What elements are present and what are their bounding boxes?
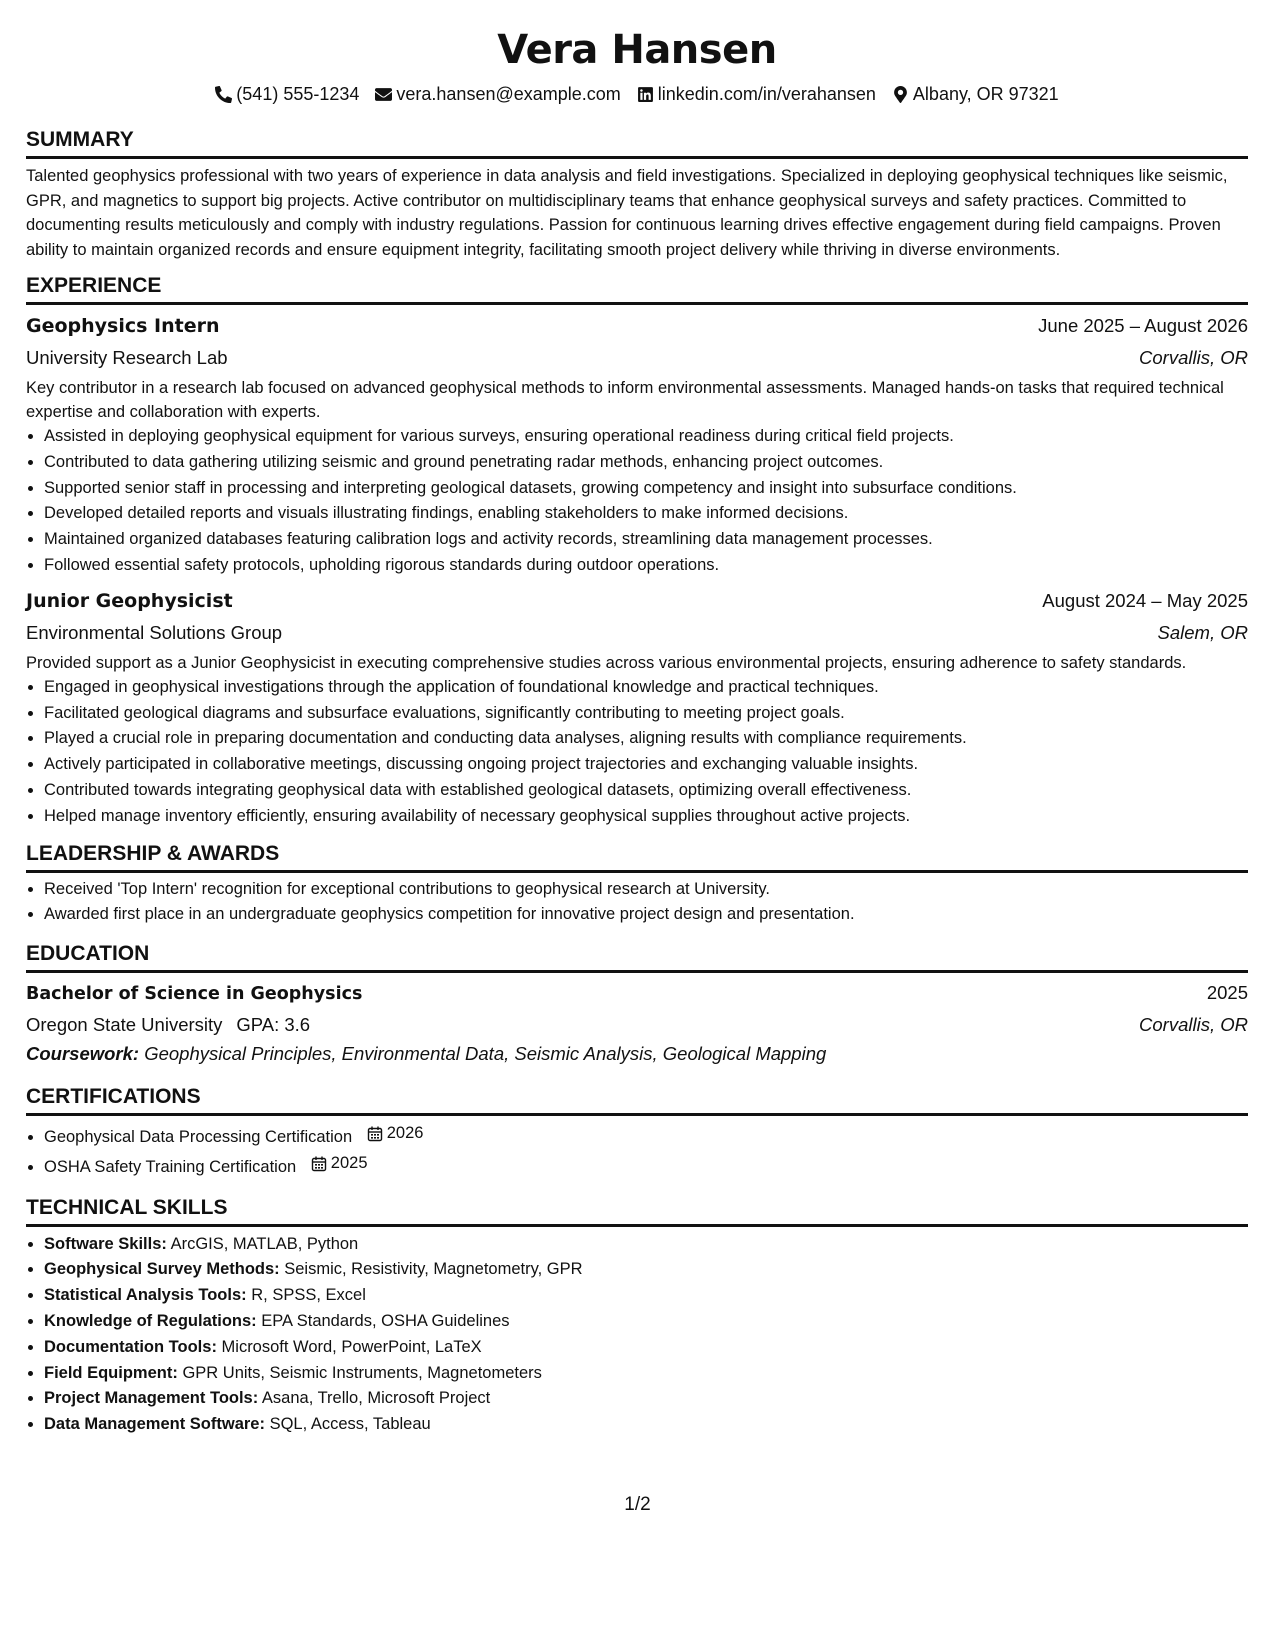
skill-value: SQL, Access, Tableau	[269, 1415, 431, 1434]
skill-item	[44, 1309, 1248, 1335]
gpa: GPA: 3.6	[236, 1014, 311, 1036]
job-dates: June 2025 – August 2026	[1038, 315, 1248, 336]
skill-item	[44, 1283, 1248, 1309]
coursework-line	[26, 1040, 1248, 1068]
leadership-heading: LEADERSHIP & AWARDS	[26, 841, 1248, 873]
graduation-year: 2025	[1206, 982, 1248, 1004]
contact-phone	[215, 84, 359, 105]
job-company: Environmental Solutions Group	[26, 621, 283, 643]
job-bullets	[26, 675, 1248, 830]
skill-value: GPR Units, Seismic Instruments, Magnetometers	[182, 1363, 542, 1382]
job-company: University Research Lab	[26, 347, 228, 368]
skill-item	[44, 1232, 1248, 1258]
job-entry	[26, 585, 1248, 830]
job-bullets	[26, 424, 1248, 579]
skill-label: Geophysical Survey Methods:	[44, 1260, 280, 1279]
skill-value: Microsoft Word, PowerPoint, LaTeX	[221, 1337, 482, 1356]
contact-bar	[26, 82, 1248, 106]
contact-email[interactable]	[375, 84, 620, 105]
skill-value: Asana, Trello, Microsoft Project	[261, 1389, 491, 1408]
page-number: 1/2	[624, 1494, 651, 1515]
award-item: • Received 'Top Intern' recognition for exceptional contributions to geophysical research at University.	[44, 877, 1248, 903]
skill-item	[44, 1386, 1248, 1412]
education-heading: EDUCATION	[26, 941, 1248, 973]
skill-label: Field Equipment:	[44, 1363, 178, 1382]
award-item: • Awarded first place in an undergraduate geophysics competition for innovative project design and presentation.	[44, 902, 1248, 928]
certification-item	[44, 1151, 1248, 1181]
skills-list	[26, 1232, 1248, 1438]
job-bullet: • Engaged in geophysical investigations through the application of foundational knowledge and practical techniques.	[44, 675, 1248, 701]
skill-label: Data Management Software:	[44, 1415, 265, 1434]
job-bullet: • Followed essential safety protocols, upholding rigorous standards during outdoor operations.	[44, 553, 1248, 579]
job-title: Junior Geophysicist	[26, 589, 233, 612]
skill-value: R, SPSS, Excel	[251, 1286, 366, 1305]
job-description: Provided support as a Junior Geophysicist in executing comprehensive studies across various environmental projects, ensuring adherence to safety standards.	[26, 653, 1187, 672]
contact-location	[892, 84, 1059, 105]
school-location: Corvallis, OR	[1139, 1014, 1248, 1036]
calendar-icon	[311, 1156, 327, 1172]
skill-label: Project Management Tools:	[44, 1389, 259, 1408]
certification-date	[311, 1151, 368, 1177]
school-name: Oregon State University	[26, 1014, 223, 1036]
job-location: Salem, OR	[1157, 621, 1248, 643]
education-entry	[26, 978, 1248, 1068]
certifications-list	[26, 1121, 1248, 1180]
contact-linkedin[interactable]	[637, 84, 876, 105]
job-bullet: • Supported senior staff in processing and interpreting geological datasets, growing competency and insight into subsurface conditions.	[44, 476, 1248, 502]
job-bullet: • Contributed to data gathering utilizing seismic and ground penetrating radar methods, enhancing project outcomes.	[44, 450, 1248, 476]
job-bullet: • Contributed towards integrating geophysical data with established geological datasets, optimizing overall effectiveness.	[44, 778, 1248, 804]
job-bullet: • Maintained organized databases featuring calibration logs and activity records, streamlining data management processes.	[44, 527, 1248, 553]
resume-page	[26, 0, 1248, 1438]
school-line	[26, 1009, 310, 1040]
job-bullet: • Helped manage inventory efficiently, ensuring availability of necessary geophysical supplies throughout active projects.	[44, 804, 1248, 830]
job-title: Geophysics Intern	[26, 315, 220, 337]
email-link[interactable]: vera.hansen@example.com	[396, 83, 621, 104]
linkedin-icon	[637, 86, 654, 103]
phone-text: (541) 555-1234	[236, 83, 360, 104]
skill-label: Statistical Analysis Tools:	[44, 1286, 247, 1305]
leadership-list	[26, 877, 1248, 929]
skill-label: Knowledge of Regulations:	[44, 1311, 257, 1330]
map-pin-icon	[892, 86, 909, 103]
skill-item	[44, 1257, 1248, 1283]
skill-item	[44, 1335, 1248, 1361]
job-bullet: • Facilitated geological diagrams and subsurface evaluations, significantly contributing to meeting project goals.	[44, 701, 1248, 727]
calendar-icon	[367, 1126, 383, 1142]
summary-text: Talented geophysics professional with two years of experience in data analysis and field investigations. Specialized in deploying geophysical techniques like seismic, GPR, and magnetics to support big projects. Active contributor on multidisciplinary teams that enhance geophysical surveys and safety practices. Committed to documenting results meticulously and comply with industry regulations. Passion for continuous learning drives effective engagement during field campaigns. Proven ability to maintain organized records and ensure equipment integrity, facilitating smooth project delivery while thriving in diverse environments.	[26, 167, 1228, 259]
job-location: Corvallis, OR	[1139, 347, 1248, 368]
skill-item	[44, 1361, 1248, 1387]
coursework-label: Coursework:	[26, 1043, 140, 1065]
skill-value: ArcGIS, MATLAB, Python	[170, 1234, 359, 1253]
skill-value: Seismic, Resistivity, Magnetometry, GPR	[284, 1260, 583, 1279]
certifications-heading: CERTIFICATIONS	[26, 1084, 1248, 1116]
skill-item	[44, 1412, 1248, 1438]
envelope-icon	[375, 86, 392, 103]
location-text: Albany, OR 97321	[912, 83, 1059, 104]
experience-heading: EXPERIENCE	[26, 273, 1248, 305]
job-dates: August 2024 – May 2025	[1042, 589, 1248, 611]
degree-name: Bachelor of Science in Geophysics	[26, 984, 363, 1005]
job-bullet: • Actively participated in collaborative meetings, discussing ongoing project trajectories and exchanging valuable insights.	[44, 752, 1248, 778]
job-bullet: • Played a crucial role in preparing documentation and conducting data analyses, aligning results with compliance requirements.	[44, 726, 1248, 752]
candidate-name: Vera Hansen	[497, 27, 777, 73]
skill-label: Software Skills:	[44, 1234, 167, 1253]
certification-name: OSHA Safety Training Certification	[44, 1157, 297, 1176]
certification-item	[44, 1121, 1248, 1151]
certification-year: 2025	[330, 1153, 368, 1172]
skill-label: Documentation Tools:	[44, 1337, 217, 1356]
summary-heading: SUMMARY	[26, 127, 1248, 159]
skill-value: EPA Standards, OSHA Guidelines	[261, 1311, 510, 1330]
job-description: Key contributor in a research lab focused on advanced geophysical methods to inform environmental assessments. Managed hands-on tasks that required technical expertise and collaboration with experts.	[26, 379, 1224, 421]
skills-heading: TECHNICAL SKILLS	[26, 1195, 1248, 1227]
certification-date	[367, 1121, 424, 1147]
job-entry	[26, 310, 1248, 579]
coursework-list: Geophysical Principles, Environmental Data, Seismic Analysis, Geological Mapping	[144, 1043, 827, 1065]
phone-icon	[215, 86, 232, 103]
certification-name: Geophysical Data Processing Certification	[44, 1128, 353, 1147]
job-bullet: • Developed detailed reports and visuals illustrating findings, enabling stakeholders to make informed decisions.	[44, 501, 1248, 527]
job-bullet: • Assisted in deploying geophysical equipment for various surveys, ensuring operational readiness during critical field projects.	[44, 424, 1248, 450]
certification-year: 2026	[386, 1124, 424, 1143]
linkedin-link[interactable]: linkedin.com/in/verahansen	[657, 83, 876, 104]
